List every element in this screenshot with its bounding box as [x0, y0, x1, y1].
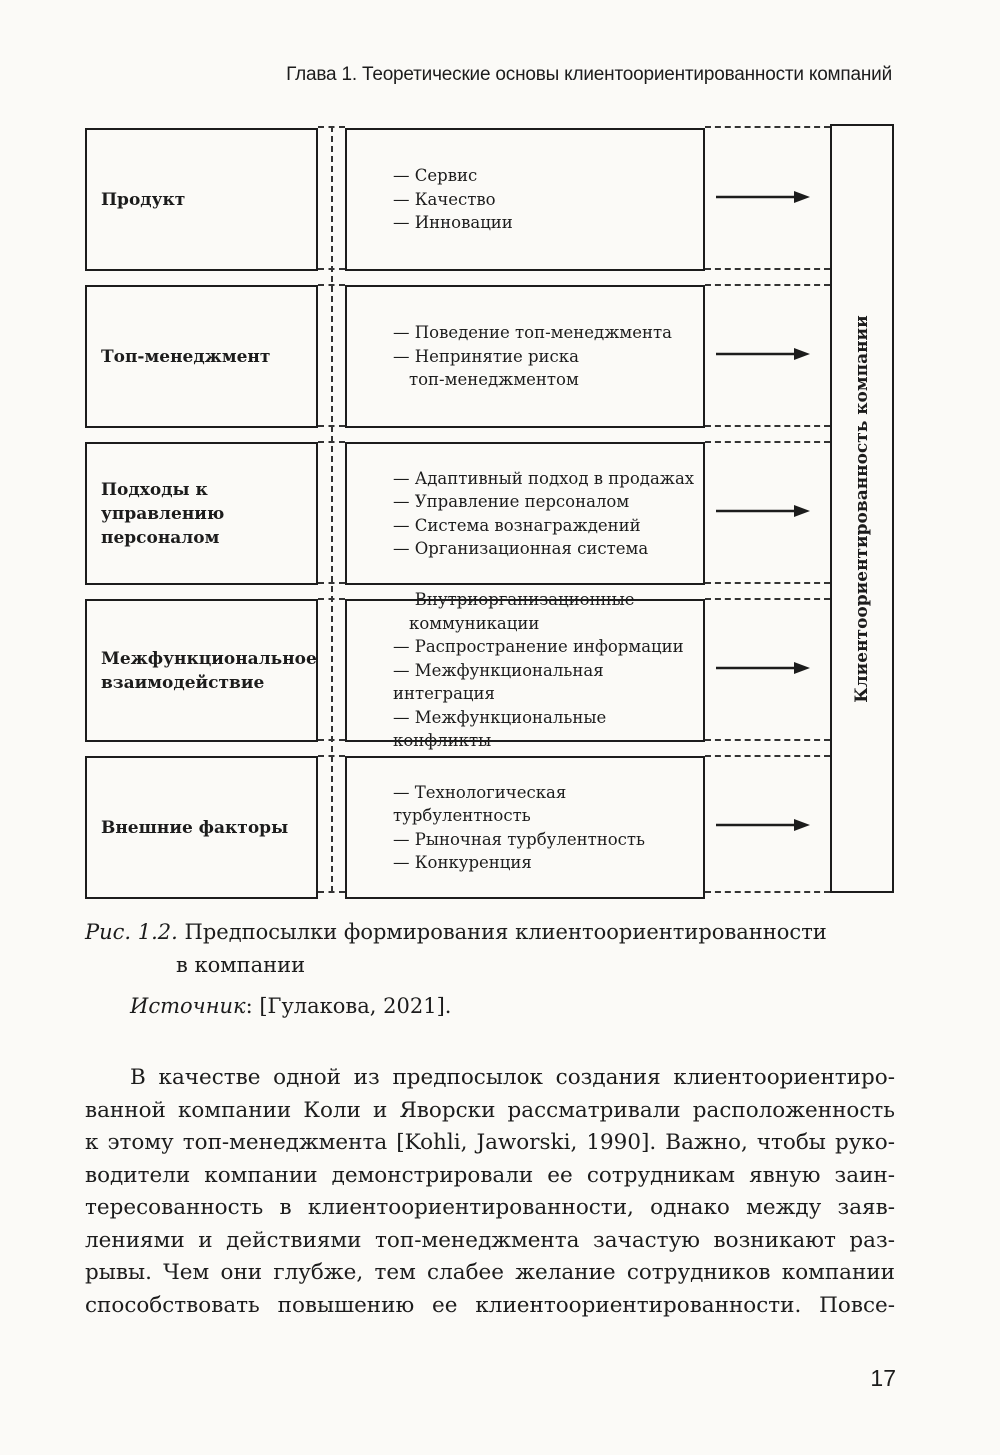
arrow-right-icon [716, 190, 810, 204]
dashed-connector [705, 441, 830, 443]
paragraph-line: к этому топ-менеджмента [Kohli, Jaworski, 1990]. Важно, чтобы руко- [85, 1130, 895, 1155]
source-label: Источник [130, 994, 246, 1018]
arrow-right-icon [716, 818, 810, 832]
detail-item: — Конкуренция [393, 853, 532, 872]
result-label: Клиентоориентированность компании [852, 314, 872, 703]
detail-item: — Организационная система [393, 539, 649, 558]
figure-source [130, 994, 451, 1018]
detail-list [363, 321, 672, 392]
detail-box-product [345, 128, 705, 271]
factor-box-hr-approaches [85, 442, 318, 585]
figure-number: Рис. 1.2. [85, 920, 178, 944]
dashed-connector [318, 441, 345, 443]
running-head: Глава 1. Теоретические основы клиентоориентированности компаний [286, 64, 892, 85]
factor-box-top-management [85, 285, 318, 428]
arrow-right-icon [716, 347, 810, 361]
factor-label: Подходы к управлению персоналом [101, 479, 225, 548]
factor-box-product [85, 128, 318, 271]
detail-box-top-management [345, 285, 705, 428]
arrow-right-icon [716, 504, 810, 518]
factor-label: Продукт [101, 189, 186, 210]
paragraph-line: ванной компании Коли и Яворски рассматривали расположенность [85, 1097, 895, 1123]
dashed-connector [705, 755, 830, 757]
paragraph-line: тересованность в клиентоориентированности, однако между заяв- [85, 1195, 895, 1220]
body-paragraph [85, 1062, 895, 1322]
detail-item: — Инновации [393, 213, 513, 233]
dashed-connector [705, 268, 830, 270]
dashed-connector [705, 598, 830, 600]
detail-item: — Внутриорганизационные [393, 590, 635, 610]
dashed-connector [705, 739, 830, 741]
figure-caption [85, 916, 827, 982]
dashed-separator [331, 126, 333, 892]
caption-text-line2: в компании [176, 953, 306, 977]
arrow-right-icon [716, 661, 810, 675]
factor-label: Топ-менеджмент [101, 346, 271, 367]
dashed-connector [318, 582, 345, 584]
source-value: : [Гулакова, 2021]. [245, 994, 452, 1018]
detail-item: топ-менеджментом [409, 370, 579, 390]
dashed-connector [318, 284, 345, 286]
detail-item: — Управление персоналом [393, 492, 630, 511]
detail-item: — Рыночная турбулентность [393, 829, 646, 849]
detail-list [363, 164, 513, 235]
detail-item: — Межфункциональная интеграция [393, 660, 604, 704]
detail-box-external [345, 756, 705, 899]
result-box [830, 124, 894, 893]
dashed-connector [318, 425, 345, 427]
dashed-connector [705, 425, 830, 427]
dashed-connector [705, 284, 830, 286]
detail-item: — Непринятие риска [393, 346, 579, 366]
detail-item: — Межфункциональные конфликты [393, 707, 607, 751]
dashed-connector [318, 739, 345, 741]
factor-box-cross-functional [85, 599, 318, 742]
dashed-connector [318, 598, 345, 600]
detail-item: — Распространение информации [393, 637, 684, 657]
detail-item: — Поведение топ-менеджмента [393, 323, 672, 343]
dashed-connector [705, 126, 830, 128]
detail-item: — Система вознаграждений [393, 515, 641, 535]
page-number: 17 [870, 1365, 896, 1391]
factor-box-external [85, 756, 318, 899]
paragraph-line: рывы. Чем они глубже, тем слабее желание сотрудников компании [85, 1260, 895, 1285]
factor-label: Межфункциональное взаимодействие [101, 648, 317, 693]
detail-list [363, 588, 703, 753]
dashed-connector [318, 755, 345, 757]
dashed-connector [705, 891, 830, 893]
caption-text: Предпосылки формирования клиентоориентированности [184, 920, 827, 944]
detail-list [363, 467, 694, 561]
detail-item: — Технологическая турбулентность [393, 782, 567, 825]
detail-item: — Сервис [393, 166, 478, 186]
detail-list [363, 781, 703, 875]
dashed-connector [318, 268, 345, 270]
detail-item: — Качество [393, 189, 496, 209]
paragraph-line: лениями и действиями топ-менеджмента зачастую возникают раз- [85, 1227, 895, 1253]
detail-item: — Адаптивный подход в продажах [393, 468, 695, 488]
dashed-connector [705, 582, 830, 584]
factor-label: Внешние факторы [101, 817, 289, 838]
paragraph-line: В качестве одной из предпосылок создания клиентоориентиро- [130, 1065, 895, 1090]
paragraph-line: водители компании демонстрировали ее сотрудникам явную заин- [85, 1162, 895, 1188]
detail-item: коммуникации [409, 613, 540, 633]
detail-box-cross-functional [345, 590, 705, 751]
detail-box-hr-approaches [345, 442, 705, 585]
paragraph-line: способствовать повышению ее клиентоориентированности. Повсе- [85, 1292, 895, 1318]
